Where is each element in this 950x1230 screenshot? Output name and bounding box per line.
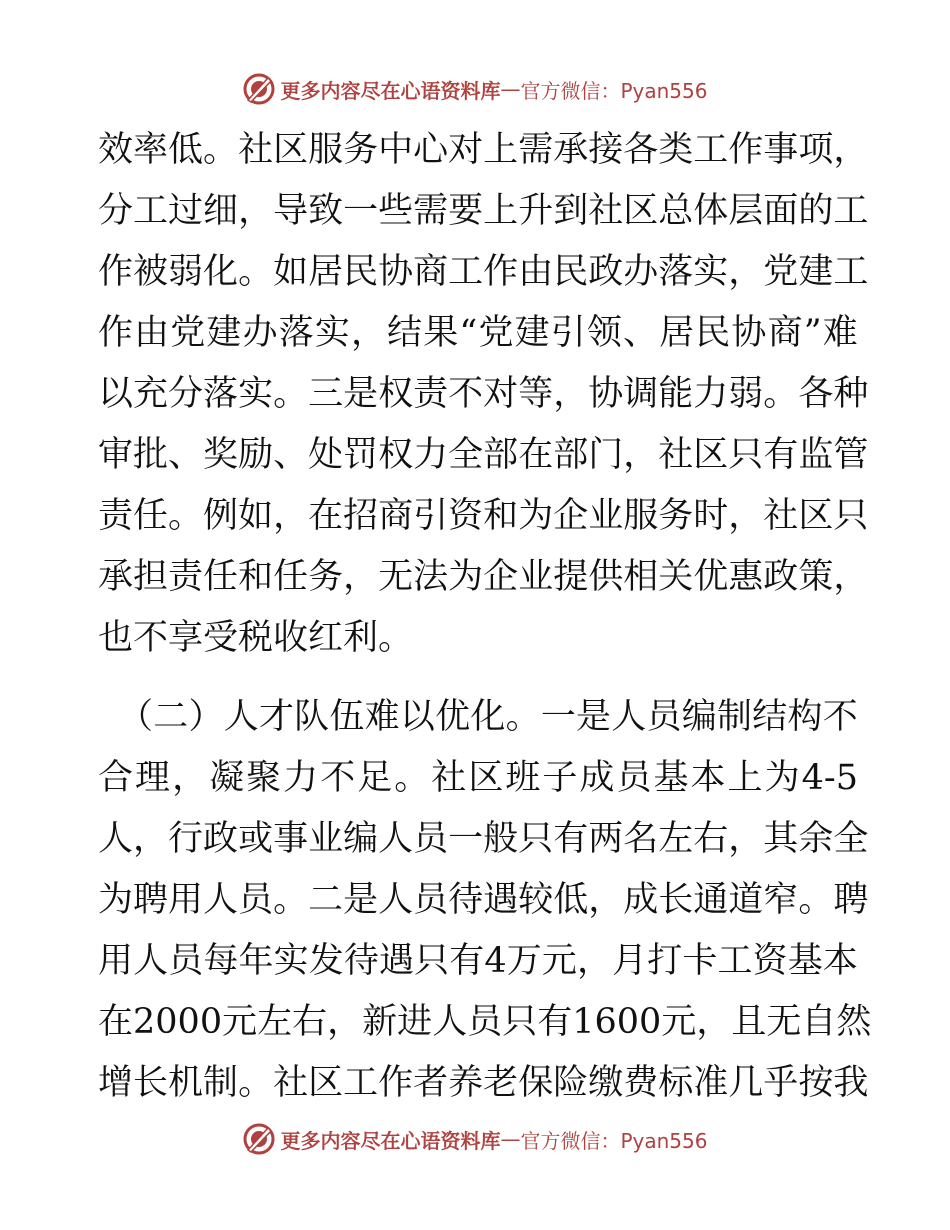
text-line: 以 充 分 落 实 。 三 是 权 责 不 对 等 ， 协 调 能 力 弱 。 各 种 bbox=[98, 374, 869, 414]
text-line: 作 由 党 建 办 落 实 ， 结 果 “ 党 建 引 领 、 居 民 协 商 ” 难 bbox=[98, 313, 858, 353]
text-line: 为 聘 用 人 员 。 二 是 人 员 待 遇 较 低 ， 成 长 通 道 窄 。 聘 bbox=[98, 880, 869, 920]
text-line: 分 工 过 细 ， 导 致 一 些 需 要 上 升 到 社 区 总 体 层 面 的 工 bbox=[98, 191, 869, 231]
text-line: 审 批 、 奖 励 、 处 罚 权 力 全 部 在 部 门 ， 社 区 只 有 监 管 bbox=[98, 435, 869, 475]
text-line: 合 理 ， 凝 聚 力 不 足 。 社 区 班 子 成 员 基 本 上 为 4-5 bbox=[98, 758, 858, 798]
text-line: （ 二 ） 人 才 队 伍 难 以 优 化 。 一 是 人 员 编 制 结 构 不 bbox=[118, 697, 858, 737]
feather-seal-icon bbox=[242, 1122, 276, 1156]
text-line: 增 长 机 制 。 社 区 工 作 者 养 老 保 险 缴 费 标 准 几 乎 按 我 bbox=[98, 1063, 869, 1103]
watermark-wechat: 官方微信：Pyan556 bbox=[520, 1128, 708, 1153]
text-line: 承 担 责 任 和 任 务 ， 无 法 为 企 业 提 供 相 关 优 惠 政 策 ， bbox=[98, 557, 869, 597]
watermark-separator: — bbox=[500, 77, 521, 101]
header-watermark bbox=[0, 72, 950, 106]
feather-seal-icon bbox=[242, 72, 276, 106]
watermark-separator: — bbox=[500, 1127, 521, 1151]
text-line: 作 被 弱 化 。 如 居 民 协 商 工 作 由 民 政 办 落 实 ， 党 建 工 bbox=[98, 252, 869, 292]
watermark-main-text: 更多内容尽在心语资料库 bbox=[280, 78, 501, 103]
watermark-main-text: 更多内容尽在心语资料库 bbox=[280, 1128, 501, 1153]
text-line: 也不享受税收红利。 bbox=[98, 618, 414, 658]
document-body bbox=[98, 120, 872, 1114]
paragraph-2 bbox=[98, 687, 872, 1114]
paragraph-1 bbox=[98, 120, 869, 669]
text-line: 责 任 。 例 如 ， 在 招 商 引 资 和 为 企 业 服 务 时 ， 社 区 只 bbox=[98, 496, 869, 536]
text-line: 在 2000 元 左 右 ， 新 进 人 员 只 有 1600 元 ， 且 无 自 然 bbox=[98, 1002, 872, 1042]
text-line: 效 率 低 。 社 区 服 务 中 心 对 上 需 承 接 各 类 工 作 事 项 ， bbox=[98, 130, 869, 170]
text-line: 用 人 员 每 年 实 发 待 遇 只 有 4 万 元 ， 月 打 卡 工 资 基 本 bbox=[98, 941, 858, 981]
text-line: 人 ， 行 政 或 事 业 编 人 员 一 般 只 有 两 名 左 右 ， 其 余 全 bbox=[98, 819, 869, 859]
footer-watermark bbox=[0, 1122, 950, 1156]
watermark-wechat: 官方微信：Pyan556 bbox=[520, 78, 708, 103]
